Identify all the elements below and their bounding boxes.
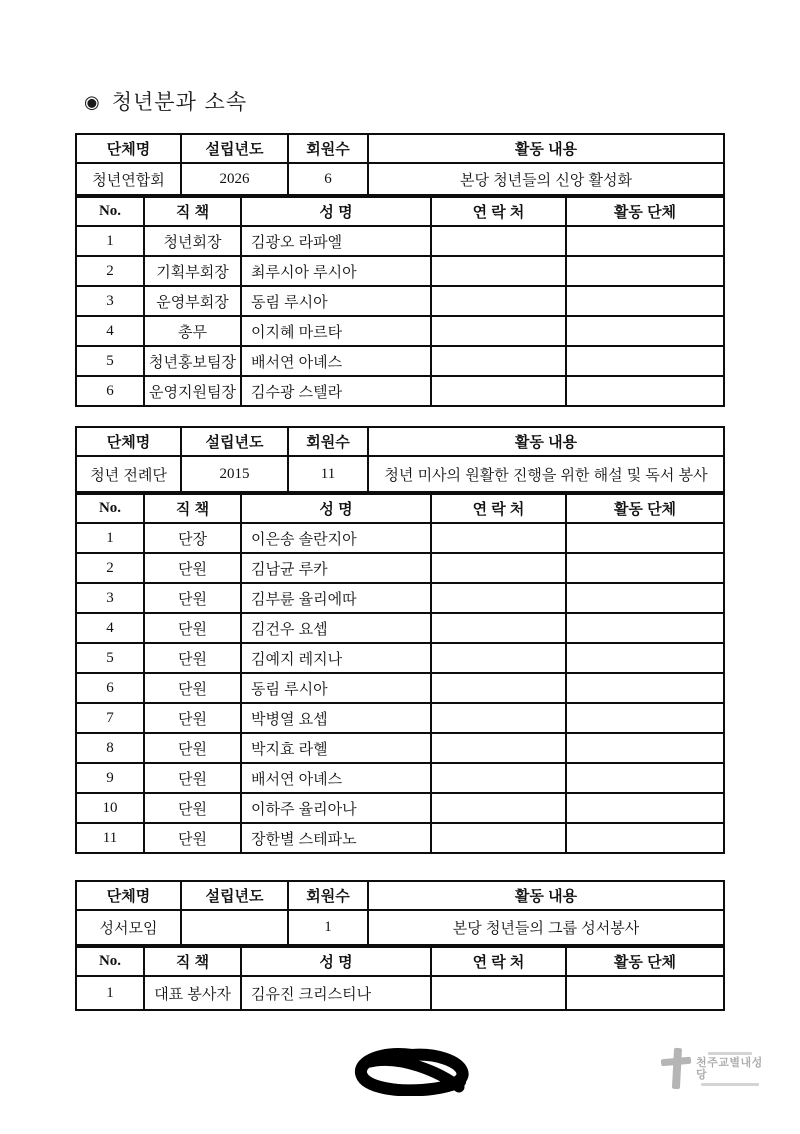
table-row [76,286,724,316]
table-row [76,523,724,553]
members-cell: 11 [288,456,368,492]
cell-role: 단원 [144,673,241,703]
org-info-header-row [76,881,724,910]
ink-scribble [352,1048,474,1096]
org-block [75,133,725,407]
cell-name: 박지효 라헬 [241,733,431,763]
page-title-text: 청년분과 소속 [111,90,248,114]
col-header-role: 직 책 [144,494,241,523]
cell-role: 단원 [144,823,241,853]
cell-name: 배서연 아녜스 [241,346,431,376]
table-row [76,316,724,346]
cell-role: 대표 봉사자 [144,976,241,1010]
org-info-table [75,426,725,493]
cell-org [566,793,724,823]
cell-no: 9 [76,763,144,793]
cell-role: 단원 [144,733,241,763]
col-header-activity: 활동 내용 [368,881,724,910]
members-cell: 6 [288,163,368,195]
col-header-contact: 연 락 처 [431,947,566,976]
cell-name: 이하주 율리아나 [241,793,431,823]
cell-role: 청년회장 [144,226,241,256]
founded-cell: 2026 [181,163,288,195]
cell-no: 1 [76,523,144,553]
cell-contact [431,613,566,643]
cell-org [566,316,724,346]
activity-cell: 본당 청년들의 그룹 성서봉사 [368,910,724,945]
roster-body [76,226,724,406]
cell-contact [431,643,566,673]
table-row [76,673,724,703]
cell-contact [431,763,566,793]
col-header-no: No. [76,947,144,976]
cell-contact [431,226,566,256]
table-row [76,733,724,763]
roster-header-row [76,494,724,523]
cell-org [566,553,724,583]
table-row [76,613,724,643]
table-row [76,976,724,1010]
cell-org [566,256,724,286]
cell-org [566,376,724,406]
cell-contact [431,733,566,763]
col-header-role: 직 책 [144,947,241,976]
table-row [76,823,724,853]
col-header-founded: 설립년도 [181,881,288,910]
cell-org [566,703,724,733]
cell-name: 김유진 크리스티나 [241,976,431,1010]
cell-contact [431,376,566,406]
col-header-role: 직 책 [144,197,241,226]
cell-name: 김남균 루카 [241,553,431,583]
cell-name: 김부륜 율리에따 [241,583,431,613]
logo-text-block [696,1052,763,1086]
cell-no: 6 [76,376,144,406]
cell-role: 단원 [144,703,241,733]
cell-org [566,823,724,853]
cell-name: 동림 루시아 [241,286,431,316]
col-header-members: 회원수 [288,134,368,163]
roster-body [76,523,724,853]
cell-role: 단원 [144,793,241,823]
col-header-org: 활동 단체 [566,947,724,976]
cell-contact [431,823,566,853]
cell-org [566,226,724,256]
roster-header-row [76,197,724,226]
cell-name: 배서연 아녜스 [241,763,431,793]
cell-role: 단원 [144,613,241,643]
page-title [84,86,247,116]
cell-role: 단원 [144,553,241,583]
col-header-org-name: 단체명 [76,881,181,910]
cell-org [566,976,724,1010]
roster-table [75,946,725,1011]
roster-table [75,196,725,407]
col-header-no: No. [76,197,144,226]
activity-cell: 본당 청년들의 신앙 활성화 [368,163,724,195]
org-info-row [76,456,724,492]
cell-name: 김건우 요셉 [241,613,431,643]
cell-org [566,763,724,793]
cell-org [566,733,724,763]
cell-name: 김예지 레지나 [241,643,431,673]
cell-no: 2 [76,256,144,286]
members-cell: 1 [288,910,368,945]
cell-role: 단원 [144,583,241,613]
cell-no: 10 [76,793,144,823]
col-header-no: No. [76,494,144,523]
org-info-header-row [76,134,724,163]
tables-area [75,133,725,1011]
table-row [76,553,724,583]
roster-body [76,976,724,1010]
cell-no: 3 [76,583,144,613]
cell-no: 7 [76,703,144,733]
table-row [76,583,724,613]
cell-contact [431,793,566,823]
col-header-name: 성 명 [241,197,431,226]
table-row [76,226,724,256]
cell-contact [431,583,566,613]
table-row [76,643,724,673]
org-info-table [75,880,725,946]
cell-contact [431,673,566,703]
cell-name: 박병열 요셉 [241,703,431,733]
col-header-name: 성 명 [241,947,431,976]
cell-role: 운영부회장 [144,286,241,316]
roster-table [75,493,725,854]
cell-no: 5 [76,346,144,376]
founded-cell [181,910,288,945]
cell-org [566,286,724,316]
cell-no: 2 [76,553,144,583]
cell-no: 4 [76,613,144,643]
cell-contact [431,523,566,553]
cell-name: 장한별 스테파노 [241,823,431,853]
org-info-row [76,910,724,945]
cell-contact [431,316,566,346]
roster-header-row [76,947,724,976]
fisheye-bullet-icon: ◉ [84,92,101,113]
cell-org [566,523,724,553]
org-block [75,426,725,854]
cell-contact [431,553,566,583]
cell-contact [431,256,566,286]
cell-no: 8 [76,733,144,763]
col-header-founded: 설립년도 [181,427,288,456]
activity-cell: 청년 미사의 원활한 진행을 위한 해설 및 독서 봉사 [368,456,724,492]
cell-no: 3 [76,286,144,316]
cross-icon [659,1047,693,1091]
cell-no: 4 [76,316,144,346]
cell-contact [431,703,566,733]
col-header-members: 회원수 [288,881,368,910]
org-info-row [76,163,724,195]
col-header-org-name: 단체명 [76,134,181,163]
cell-role: 단원 [144,763,241,793]
cell-name: 동림 루시아 [241,673,431,703]
cell-role: 청년홍보팀장 [144,346,241,376]
cell-role: 단장 [144,523,241,553]
church-logo [659,1047,763,1091]
logo-smallprint-bar [708,1052,752,1055]
cell-contact [431,346,566,376]
cell-name: 이은송 솔란지아 [241,523,431,553]
org-block [75,880,725,1011]
cell-no: 5 [76,643,144,673]
org-info-table [75,133,725,196]
col-header-name: 성 명 [241,494,431,523]
cell-org [566,673,724,703]
cell-role: 기획부회장 [144,256,241,286]
cell-org [566,583,724,613]
cell-no: 11 [76,823,144,853]
col-header-org: 활동 단체 [566,197,724,226]
cell-name: 김광오 라파엘 [241,226,431,256]
col-header-org: 활동 단체 [566,494,724,523]
org-name-cell: 청년연합회 [76,163,181,195]
cell-role: 단원 [144,643,241,673]
table-row [76,793,724,823]
table-row [76,376,724,406]
logo-smallprint-bar [701,1083,759,1086]
table-row [76,763,724,793]
cell-no: 1 [76,226,144,256]
org-name-cell: 청년 전례단 [76,456,181,492]
logo-main-text: 천주교별내성당 [696,1057,763,1081]
col-header-contact: 연 락 처 [431,494,566,523]
table-row [76,346,724,376]
cell-role: 운영지원팀장 [144,376,241,406]
cell-name: 이지혜 마르타 [241,316,431,346]
table-row [76,703,724,733]
col-header-members: 회원수 [288,427,368,456]
cell-org [566,613,724,643]
cell-contact [431,976,566,1010]
cell-name: 최루시아 루시아 [241,256,431,286]
cell-org [566,643,724,673]
cell-no: 6 [76,673,144,703]
founded-cell: 2015 [181,456,288,492]
col-header-org-name: 단체명 [76,427,181,456]
cell-no: 1 [76,976,144,1010]
org-info-header-row [76,427,724,456]
table-row [76,256,724,286]
col-header-activity: 활동 내용 [368,134,724,163]
cell-role: 총무 [144,316,241,346]
cell-name: 김수광 스텔라 [241,376,431,406]
col-header-activity: 활동 내용 [368,427,724,456]
col-header-contact: 연 락 처 [431,197,566,226]
col-header-founded: 설립년도 [181,134,288,163]
cell-contact [431,286,566,316]
org-name-cell: 성서모임 [76,910,181,945]
cell-org [566,346,724,376]
